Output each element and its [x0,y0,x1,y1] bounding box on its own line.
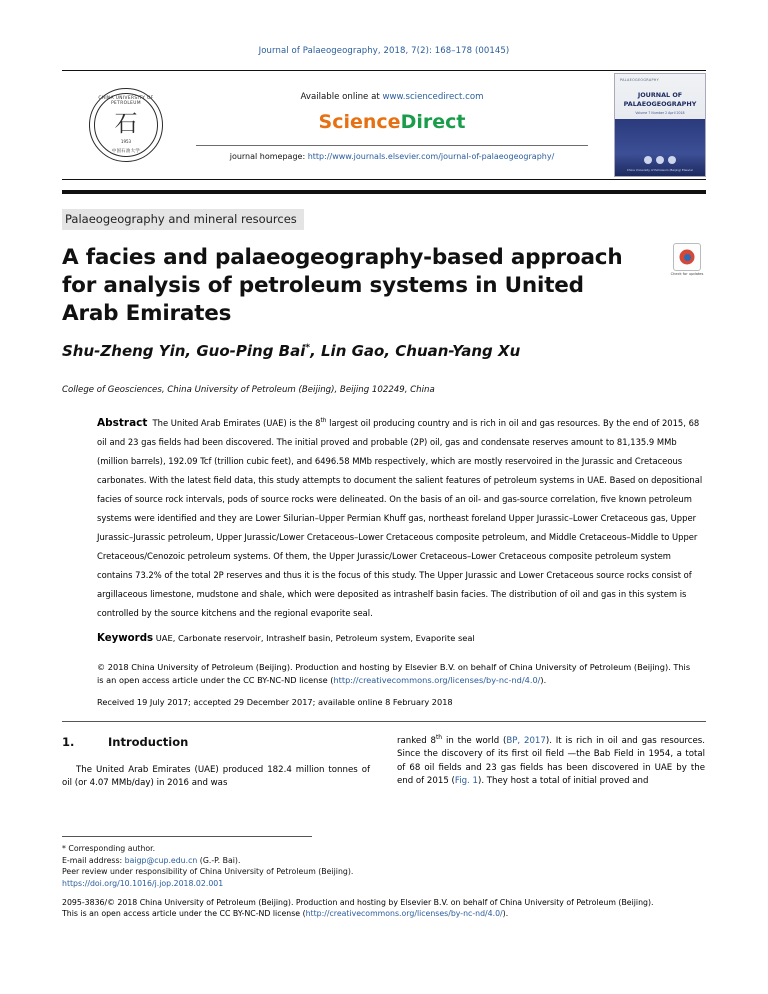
figure-link-fig1[interactable]: Fig. 1 [454,776,478,787]
running-head: Journal of Palaeogeography, 2018, 7(2): 168–178 (00145) [258,46,510,56]
received-dates: Received 19 July 2017; accepted 29 December 2017; available online 8 February 2018 [97,697,453,708]
body-column-right [397,735,705,791]
journal-cover-subtitle: Volume 7 Number 2 April 2018 [635,111,685,115]
body-columns [62,735,706,791]
intro-paragraph-right [397,735,705,788]
intro-right-pre: ranked 8 [397,736,436,747]
available-online-label: Available online at [300,91,380,102]
intro-right-mid: in the world ( [442,736,507,747]
keywords-text: UAE, Carbonate reservoir, Intrashelf basin, Petroleum system, Evaporite seal [155,633,475,644]
copyright-text-part1: © 2018 China University of Petroleum (Beijing). Production and hosting by Elsevier B.V. on behalf of China University of Petroleum (Beijing). This is an open access article under the CC BY-NC-ND license ( [97,662,691,685]
university-logo-ring-top: CHINA UNIVERSITY OF PETROLEUM [98,96,154,106]
journal-cover-title-line1: JOURNAL OF [637,91,683,99]
intro-right-end: ). They host a total of initial proved and [477,776,649,787]
journal-masthead [62,70,706,180]
page-footer [62,836,706,920]
masthead-thick-rule [62,190,706,194]
citation-link-bp-2017[interactable]: BP, 2017 [506,736,546,747]
corresponding-author-marker: * [305,343,311,354]
footer-rule [62,836,312,837]
available-online-line [301,92,484,102]
issn-text-part1: 2095-3836/© 2018 China University of Petroleum (Beijing). Production and hosting by Elsevier B.V. on behalf of China University of Petroleum (Beijing). This is an open access article under the CC BY-NC-ND license ( [62,897,654,919]
journal-homepage-bar [196,145,588,161]
sciencedirect-link[interactable]: www.sciencedirect.com [382,91,484,102]
issn-copyright-block [62,897,662,920]
corresponding-author-note: * Corresponding author. [62,843,156,853]
copyright-text-part2: ). [540,674,547,685]
body-column-left [62,735,370,791]
author-names-first: Shu-Zheng Yin, Guo-Ping Bai [62,342,306,361]
keywords-section [62,633,706,644]
journal-cover-top-label: PALAEOGEOGRAPHY [620,78,660,82]
journal-cover-title [615,91,705,108]
publisher-logo-cell [62,71,190,179]
journal-homepage-link[interactable]: http://www.journals.elsevier.com/journal-of-palaeogeography/ [307,151,555,161]
journal-cover-image [614,73,706,177]
author-affiliation: College of Geosciences, China University of Petroleum (Beijing), Beijing 102249, China [62,385,435,396]
keywords-heading: Keywords [97,633,154,645]
author-list [62,342,706,360]
sciencedirect-wordmark-science: Science [318,110,401,133]
doi-line [62,878,706,890]
university-logo-glyph: 石 [114,110,138,137]
intro-right-superscript: th [435,734,443,742]
email-label: E-mail address: [62,855,123,865]
abstract-heading: Abstract [97,417,148,430]
body-separator-rule [62,721,706,722]
intro-right-mid2: ). It is rich in oil and gas resources. Since the discovery of its first oil field —the Bab Field in 1954, a total of 68 oil fields and 23 gas fields has been discovered in UAE by the end of 2015 ( [397,736,705,787]
page-title: A facies and palaeogeography-based approach for analysis of petroleum systems in United Arab Emirates [62,245,623,326]
intro-paragraph-left: The United Arab Emirates (UAE) produced 182.4 million tonnes of oil (or 4.07 MMb/day) in 2016 and was [62,765,370,789]
crossmark-label: Check for updates [670,272,704,276]
article-category-label: Palaeogeography and mineral resources [62,209,304,230]
author-names-rest: , Lin Gao, Chuan-Yang Xu [310,342,521,361]
university-logo-year: 1953 [120,139,132,144]
journal-cover-badges [615,156,705,164]
issn-text-part2: ). [502,909,509,919]
crossmark-badge[interactable] [668,243,706,276]
email-link[interactable]: baigp@cup.edu.cn [124,855,198,865]
copyright-notice [62,661,697,686]
journal-cover-footer: China University of Petroleum (Beijing) Elsevier [626,168,694,172]
section-heading-introduction [62,735,370,749]
email-line [62,855,706,867]
abstract-section [62,411,706,620]
journal-cover-title-line2: PALAEOGEOGRAPHY [623,99,697,108]
crossmark-icon [673,243,701,271]
masthead-center [190,71,594,179]
section-title: Introduction [108,735,189,750]
journal-homepage-label: journal homepage: [229,151,306,161]
university-logo-ring-bottom: 中国石油大学 [111,149,141,154]
license-link[interactable]: http://creativecommons.org/licenses/by-nc-nd/4.0/ [333,674,541,685]
peer-review-note: Peer review under responsibility of China University of Petroleum (Beijing). [62,867,354,877]
university-logo-icon [89,88,163,162]
abstract-text: The United Arab Emirates (UAE) is the 8th largest oil producing country and is rich in oil and gas resources. By the end of 2015, 68 oil and 23 gas fields had been discovered. The initial proved and probable (2P) oil, gas and condensate reserves amount to 81,135.9 MMb (million barrels), 192.09 Tcf (trillion cubic feet), and 6496.58 MMb respectively, which are mostly reservoired in the Jurassic and Cretaceous carbonates. With the latest field data, this study attempts to document the salient features of petroleum systems in UAE. Based on depositional facies of source rock intervals, pods of source rocks were delineated. On the basis of an oil- and gas-source correlation, five known petroleum systems were identified and they are Lower Silurian–Upper Permian Khuff gas, northeast foreland Upper Jurassic–Lower Cretaceous gas, Upper Jurassic–Jurassic petroleum, Upper Jurassic/Lower Cretaceous–Lower Cretaceous composite petroleum, and Middle Cretaceous–Middle to Upper Cretaceous/Cenozoic petroleum systems. Of them, the Upper Jurassic/Lower Cretaceous–Lower Cretaceous composite petroleum system contains 73.2% of the total 2P reserves and thus it is the focus of this study. The Upper Jurassic and Lower Cretaceous source rocks consist of argillaceous limestone, mudstone and shale, which were deposited as intrashelf basin facies. The distribution of oil and gas in this system is controlled by the source kitchens and the regional evaporite seal. [97,418,703,619]
sciencedirect-wordmark-direct: Direct [400,110,466,133]
section-number: 1. [62,735,75,750]
journal-cover-cell [594,71,706,179]
sciencedirect-wordmark [319,111,466,133]
doi-link[interactable]: https://doi.org/10.1016/j.jop.2018.02.001 [62,878,224,888]
email-suffix: (G.-P. Bai). [199,855,241,865]
footer-license-link[interactable]: http://creativecommons.org/licenses/by-nc-nd/4.0/ [305,909,503,919]
